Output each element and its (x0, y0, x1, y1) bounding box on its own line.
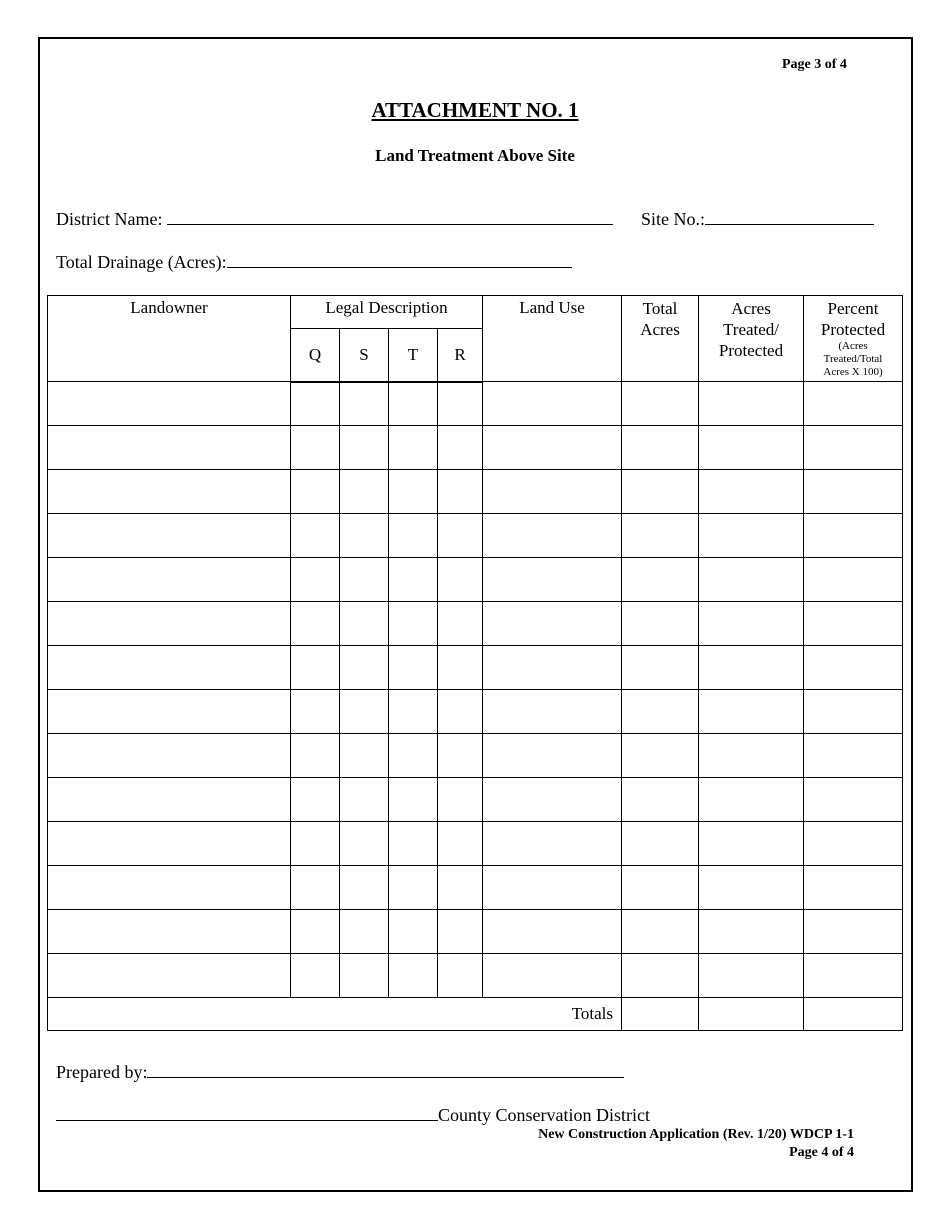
totals-label: Totals (48, 998, 622, 1031)
district-name-input[interactable] (167, 209, 613, 225)
cell-landowner[interactable] (48, 734, 291, 778)
header-t: T (389, 329, 438, 382)
table-row (48, 426, 903, 470)
cell-total-acres[interactable] (622, 690, 699, 734)
cell-acres-treated[interactable] (699, 866, 804, 910)
page-number-bottom: Page 4 of 4 (789, 1145, 854, 1160)
cell-landowner[interactable] (48, 602, 291, 646)
cell-landowner[interactable] (48, 778, 291, 822)
cell-r[interactable] (438, 470, 483, 514)
cell-t[interactable] (389, 822, 438, 866)
cell-land-use[interactable] (483, 646, 622, 690)
totals-acres-treated[interactable] (699, 998, 804, 1031)
county-label: County Conservation District (438, 1105, 650, 1125)
header-percent-note-2: Treated/Total (823, 353, 883, 365)
totals-total-acres[interactable] (622, 998, 699, 1031)
cell-percent-protected[interactable] (804, 426, 903, 470)
site-no-row (641, 209, 874, 230)
cell-s[interactable] (340, 690, 389, 734)
table-row (48, 646, 903, 690)
cell-land-use[interactable] (483, 690, 622, 734)
cell-r[interactable] (438, 646, 483, 690)
cell-acres-treated[interactable] (699, 558, 804, 602)
cell-landowner[interactable] (48, 558, 291, 602)
cell-s[interactable] (340, 382, 389, 426)
cell-total-acres[interactable] (622, 382, 699, 426)
prepared-by-input[interactable] (147, 1062, 624, 1078)
header-q: Q (291, 329, 340, 382)
cell-percent-protected[interactable] (804, 866, 903, 910)
site-no-input[interactable] (705, 209, 874, 225)
cell-q[interactable] (291, 558, 340, 602)
cell-total-acres[interactable] (622, 778, 699, 822)
cell-s[interactable] (340, 734, 389, 778)
cell-q[interactable] (291, 602, 340, 646)
cell-r[interactable] (438, 866, 483, 910)
cell-s[interactable] (340, 778, 389, 822)
header-percent-line1: Percent (827, 299, 879, 318)
header-total-acres-line2: Acres (640, 320, 680, 339)
cell-land-use[interactable] (483, 382, 622, 426)
district-name-row (56, 209, 613, 230)
cell-land-use[interactable] (483, 602, 622, 646)
cell-acres-treated[interactable] (699, 734, 804, 778)
table-row (48, 470, 903, 514)
land-treatment-table (47, 295, 903, 1031)
cell-acres-treated[interactable] (699, 690, 804, 734)
table-row (48, 602, 903, 646)
cell-t[interactable] (389, 382, 438, 426)
cell-r[interactable] (438, 910, 483, 954)
total-drainage-label: Total Drainage (Acres): (56, 252, 227, 272)
cell-r[interactable] (438, 822, 483, 866)
header-acres-treated-line1: Acres (731, 299, 771, 318)
cell-acres-treated[interactable] (699, 910, 804, 954)
cell-s[interactable] (340, 910, 389, 954)
cell-r[interactable] (438, 690, 483, 734)
cell-total-acres[interactable] (622, 910, 699, 954)
cell-landowner[interactable] (48, 646, 291, 690)
header-land-use: Land Use (483, 296, 622, 382)
cell-acres-treated[interactable] (699, 382, 804, 426)
cell-r[interactable] (438, 514, 483, 558)
cell-s[interactable] (340, 470, 389, 514)
cell-acres-treated[interactable] (699, 822, 804, 866)
cell-percent-protected[interactable] (804, 954, 903, 998)
cell-landowner[interactable] (48, 690, 291, 734)
page-title: ATTACHMENT NO. 1 (371, 98, 579, 122)
cell-t[interactable] (389, 910, 438, 954)
cell-r[interactable] (438, 954, 483, 998)
cell-landowner[interactable] (48, 426, 291, 470)
cell-percent-protected[interactable] (804, 778, 903, 822)
header-acres-treated (699, 296, 804, 382)
cell-percent-protected[interactable] (804, 558, 903, 602)
cell-t[interactable] (389, 558, 438, 602)
table-row (48, 734, 903, 778)
county-input[interactable] (56, 1105, 438, 1121)
page-number-top: Page 3 of 4 (782, 57, 847, 72)
header-acres-treated-line2: Treated/ (723, 320, 780, 339)
header-total-acres (622, 296, 699, 382)
cell-total-acres[interactable] (622, 558, 699, 602)
cell-land-use[interactable] (483, 734, 622, 778)
cell-percent-protected[interactable] (804, 514, 903, 558)
cell-land-use[interactable] (483, 822, 622, 866)
header-legal-description: Legal Description (291, 296, 483, 329)
county-row (56, 1105, 650, 1126)
table-row (48, 558, 903, 602)
cell-r[interactable] (438, 734, 483, 778)
table-row (48, 954, 903, 998)
cell-q[interactable] (291, 866, 340, 910)
cell-total-acres[interactable] (622, 426, 699, 470)
cell-total-acres[interactable] (622, 514, 699, 558)
cell-t[interactable] (389, 646, 438, 690)
cell-t[interactable] (389, 602, 438, 646)
cell-total-acres[interactable] (622, 954, 699, 998)
table-row (48, 910, 903, 954)
cell-t[interactable] (389, 866, 438, 910)
cell-q[interactable] (291, 514, 340, 558)
cell-q[interactable] (291, 822, 340, 866)
cell-percent-protected[interactable] (804, 470, 903, 514)
cell-land-use[interactable] (483, 954, 622, 998)
cell-q[interactable] (291, 954, 340, 998)
cell-land-use[interactable] (483, 470, 622, 514)
header-percent-protected (804, 296, 903, 382)
cell-s[interactable] (340, 514, 389, 558)
cell-r[interactable] (438, 426, 483, 470)
cell-q[interactable] (291, 382, 340, 426)
cell-total-acres[interactable] (622, 822, 699, 866)
cell-s[interactable] (340, 822, 389, 866)
header-percent-line2: Protected (820, 320, 886, 339)
table-body (48, 382, 903, 998)
cell-percent-protected[interactable] (804, 734, 903, 778)
cell-t[interactable] (389, 426, 438, 470)
cell-t[interactable] (389, 778, 438, 822)
cell-r[interactable] (438, 778, 483, 822)
cell-acres-treated[interactable] (699, 602, 804, 646)
cell-t[interactable] (389, 690, 438, 734)
cell-q[interactable] (291, 734, 340, 778)
cell-land-use[interactable] (483, 866, 622, 910)
cell-land-use[interactable] (483, 778, 622, 822)
cell-percent-protected[interactable] (804, 646, 903, 690)
cell-total-acres[interactable] (622, 470, 699, 514)
table-row (48, 382, 903, 426)
totals-percent-protected[interactable] (804, 998, 903, 1031)
district-name-label: District Name: (56, 209, 163, 229)
table-row (48, 822, 903, 866)
page-subtitle: Land Treatment Above Site (375, 146, 575, 165)
cell-percent-protected[interactable] (804, 690, 903, 734)
cell-q[interactable] (291, 778, 340, 822)
table-row (48, 866, 903, 910)
cell-s[interactable] (340, 426, 389, 470)
header-s: S (340, 329, 389, 382)
cell-acres-treated[interactable] (699, 646, 804, 690)
cell-percent-protected[interactable] (804, 822, 903, 866)
cell-acres-treated[interactable] (699, 470, 804, 514)
cell-q[interactable] (291, 426, 340, 470)
cell-s[interactable] (340, 602, 389, 646)
cell-s[interactable] (340, 954, 389, 998)
prepared-by-label: Prepared by: (56, 1062, 148, 1082)
header-landowner: Landowner (48, 296, 291, 382)
cell-t[interactable] (389, 954, 438, 998)
table-row (48, 514, 903, 558)
cell-land-use[interactable] (483, 514, 622, 558)
cell-landowner[interactable] (48, 866, 291, 910)
site-no-label: Site No.: (641, 209, 706, 229)
cell-landowner[interactable] (48, 470, 291, 514)
form-code: New Construction Application (Rev. 1/20) WDCP 1-1 (538, 1127, 854, 1142)
header-acres-treated-line3: Protected (718, 341, 784, 360)
cell-percent-protected[interactable] (804, 382, 903, 426)
cell-total-acres[interactable] (622, 602, 699, 646)
cell-t[interactable] (389, 470, 438, 514)
header-total-acres-line1: Total (642, 299, 678, 318)
cell-acres-treated[interactable] (699, 426, 804, 470)
header-r: R (438, 329, 483, 382)
cell-landowner[interactable] (48, 954, 291, 998)
cell-landowner[interactable] (48, 514, 291, 558)
cell-q[interactable] (291, 690, 340, 734)
cell-q[interactable] (291, 470, 340, 514)
prepared-by-row (56, 1062, 624, 1083)
total-drainage-row (56, 252, 572, 273)
header-percent-note-3: Acres X 100) (823, 366, 883, 378)
cell-land-use[interactable] (483, 558, 622, 602)
cell-r[interactable] (438, 602, 483, 646)
cell-s[interactable] (340, 646, 389, 690)
table-row (48, 778, 903, 822)
cell-acres-treated[interactable] (699, 778, 804, 822)
cell-percent-protected[interactable] (804, 910, 903, 954)
cell-r[interactable] (438, 558, 483, 602)
cell-landowner[interactable] (48, 382, 291, 426)
total-drainage-input[interactable] (227, 252, 572, 268)
cell-total-acres[interactable] (622, 734, 699, 778)
cell-q[interactable] (291, 646, 340, 690)
cell-s[interactable] (340, 866, 389, 910)
cell-land-use[interactable] (483, 910, 622, 954)
cell-total-acres[interactable] (622, 866, 699, 910)
cell-r[interactable] (438, 382, 483, 426)
cell-total-acres[interactable] (622, 646, 699, 690)
cell-acres-treated[interactable] (699, 514, 804, 558)
cell-percent-protected[interactable] (804, 602, 903, 646)
cell-t[interactable] (389, 514, 438, 558)
header-percent-note-1: (Acres (838, 340, 868, 352)
cell-landowner[interactable] (48, 822, 291, 866)
cell-land-use[interactable] (483, 426, 622, 470)
cell-acres-treated[interactable] (699, 954, 804, 998)
cell-q[interactable] (291, 910, 340, 954)
table-row (48, 690, 903, 734)
cell-s[interactable] (340, 558, 389, 602)
cell-landowner[interactable] (48, 910, 291, 954)
cell-t[interactable] (389, 734, 438, 778)
